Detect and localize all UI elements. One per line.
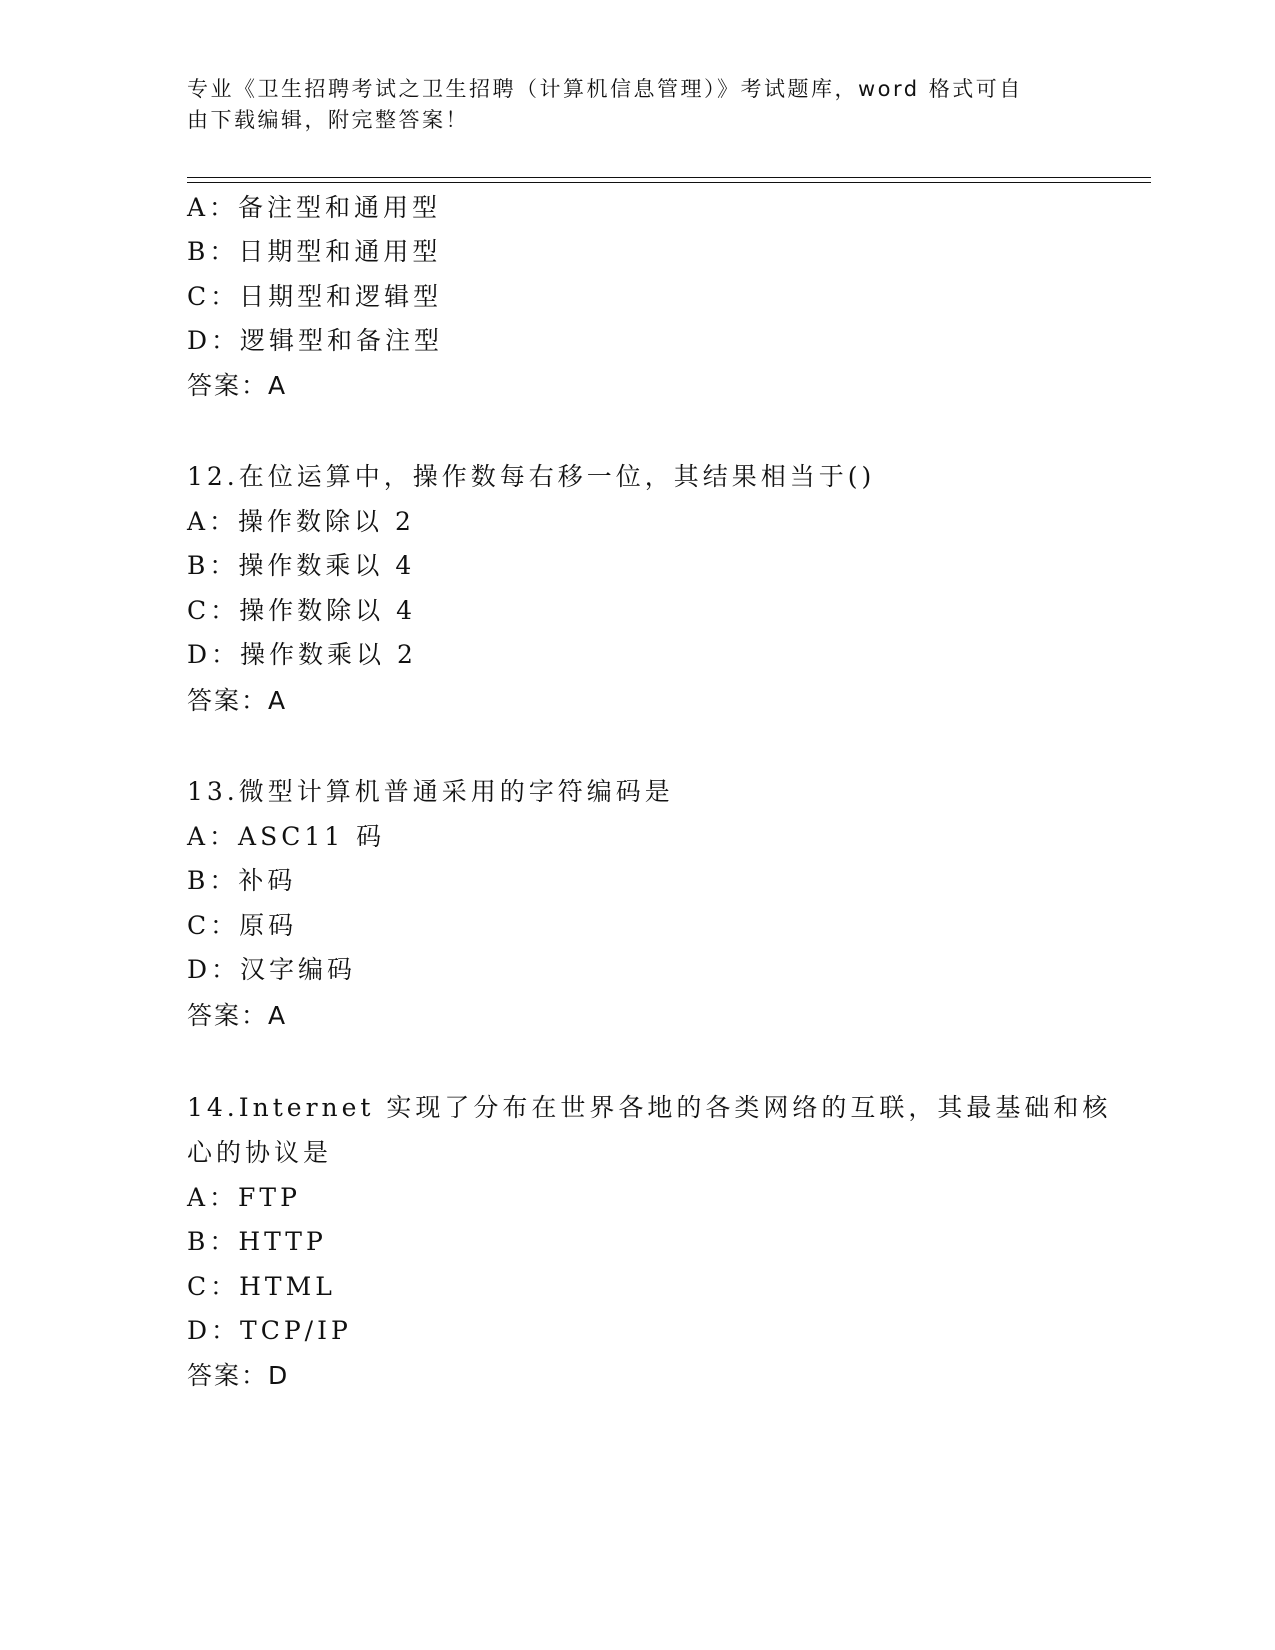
q14-option-b: B：HTTP	[187, 1227, 327, 1256]
q13-option-c: C：原码	[187, 911, 298, 940]
q14-option-c: C：HTML	[187, 1272, 336, 1301]
q12-option-b: B：操作数乘以 4	[187, 551, 416, 580]
q11-option-b: B：日期型和通用型	[187, 237, 442, 266]
q13-option-b: B：补码	[187, 866, 297, 895]
q12-answer: 答案：A	[187, 686, 288, 715]
q11-option-c: C：日期型和逻辑型	[187, 282, 443, 311]
q13-option-d: D：汉字编码	[187, 955, 357, 984]
q12-stem: 12.在位运算中，操作数每右移一位，其结果相当于()	[187, 462, 876, 491]
q14-stem-line-2: 心的协议是	[187, 1138, 333, 1167]
q14-answer: 答案：D	[187, 1361, 290, 1390]
q12-option-c: C：操作数除以 4	[187, 596, 416, 625]
q12-option-d: D：操作数乘以 2	[187, 640, 417, 669]
header-divider-top	[187, 177, 1151, 178]
q13-option-a: A：ASC11 码	[187, 822, 386, 851]
q13-answer: 答案：A	[187, 1001, 288, 1030]
header-line-1: 专业《卫生招聘考试之卫生招聘（计算机信息管理）》考试题库，word 格式可自	[187, 77, 1023, 101]
q12-option-a: A：操作数除以 2	[187, 507, 415, 536]
q14-option-a: A：FTP	[187, 1183, 301, 1212]
header-line-2: 由下载编辑，附完整答案！	[187, 108, 469, 132]
q11-option-a: A：备注型和通用型	[187, 193, 442, 222]
q11-answer: 答案：A	[187, 371, 288, 400]
q11-option-d: D：逻辑型和备注型	[187, 326, 444, 355]
header-divider-bottom	[187, 182, 1151, 183]
q13-stem: 13.微型计算机普通采用的字符编码是	[187, 777, 674, 806]
q14-stem-line-1: 14.Internet 实现了分布在世界各地的各类网络的互联，其最基础和核	[187, 1093, 1112, 1122]
q14-option-d: D：TCP/IP	[187, 1316, 352, 1345]
document-header	[187, 74, 1087, 136]
